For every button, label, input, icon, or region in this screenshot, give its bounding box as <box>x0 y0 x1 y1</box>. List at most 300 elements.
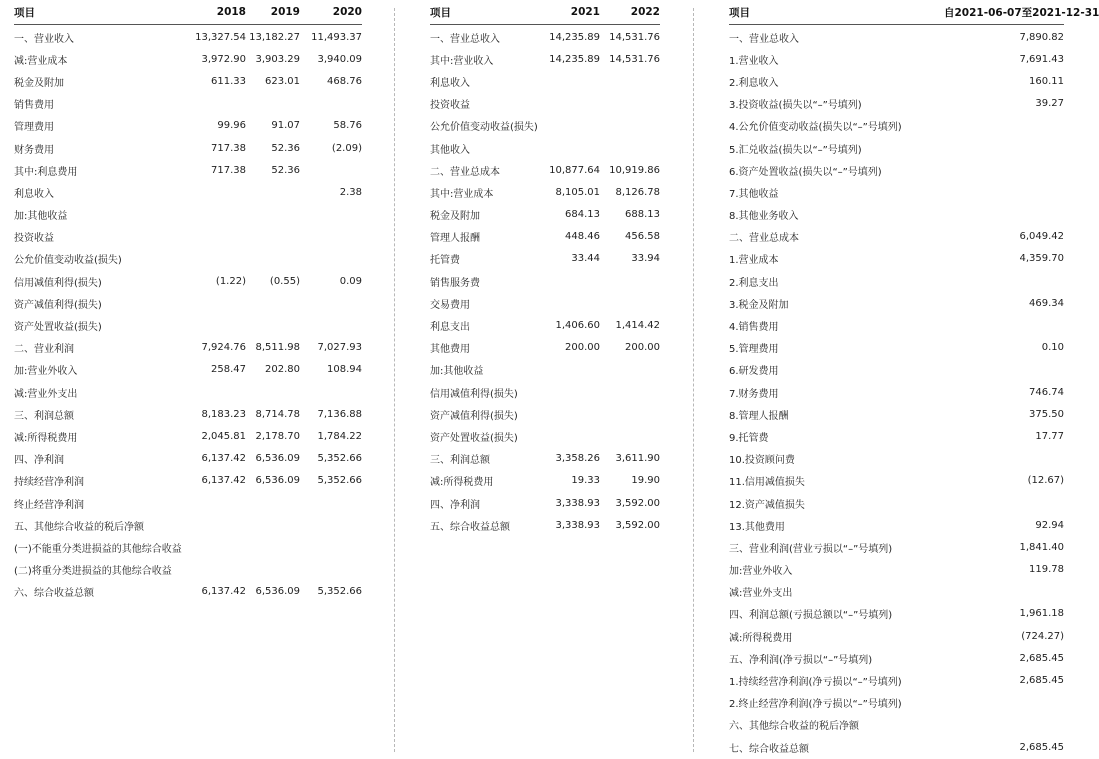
row-value: 8,105.01 <box>555 186 600 198</box>
row-label: 六、其他综合收益的税后净额 <box>729 721 859 733</box>
table-row <box>729 559 1064 581</box>
row-value: (0.55) <box>269 275 300 287</box>
table-row <box>14 270 362 292</box>
row-value <box>944 137 1064 159</box>
row-label: 投资收益 <box>14 233 54 245</box>
table-row <box>729 736 1064 758</box>
row-value: 160.11 <box>1029 75 1064 87</box>
row-value <box>540 115 600 137</box>
row-value: (12.67) <box>1027 475 1064 487</box>
row-value: 3,903.29 <box>255 53 300 65</box>
row-value: 1,784.22 <box>317 430 362 442</box>
column-header-period: 2019 <box>246 0 300 25</box>
row-label: 其中:营业成本 <box>430 188 494 200</box>
row-label: 公允价值变动收益(损失) <box>14 255 122 267</box>
row-value <box>300 248 362 270</box>
row-value: 1,961.18 <box>1019 608 1064 620</box>
row-label: 8.其他业务收入 <box>729 211 799 223</box>
row-value <box>300 159 362 181</box>
table-row <box>14 93 362 115</box>
row-value <box>600 137 660 159</box>
financial-table <box>430 0 660 536</box>
table-row <box>729 270 1064 292</box>
row-label: 1.营业收入 <box>729 55 779 67</box>
column-header-period: 2021 <box>540 0 600 25</box>
row-label: 2.利息支出 <box>729 277 779 289</box>
table-row <box>430 226 660 248</box>
table-header-row <box>14 0 362 25</box>
row-label: 减:营业成本 <box>14 55 68 67</box>
row-value: 7,136.88 <box>317 408 362 420</box>
row-label: 1.营业成本 <box>729 255 779 267</box>
row-value: 6,049.42 <box>1019 231 1064 243</box>
row-value: 4,359.70 <box>1019 253 1064 265</box>
table-header-row <box>430 0 660 25</box>
row-label: 利息收入 <box>430 77 470 89</box>
row-label: 资产减值利得(损失) <box>14 299 102 311</box>
row-label: 三、利润总额 <box>14 410 74 422</box>
row-value: 91.07 <box>271 120 300 132</box>
row-value <box>246 248 300 270</box>
row-value: 717.38 <box>211 164 246 176</box>
row-label: 减:营业外支出 <box>14 388 78 400</box>
row-value: 8,714.78 <box>255 408 300 420</box>
column-header-period: 2018 <box>174 0 246 25</box>
table-row <box>430 181 660 203</box>
row-label: 12.资产减值损失 <box>729 499 805 511</box>
row-value <box>174 381 246 403</box>
row-label: 销售服务费 <box>430 277 480 289</box>
row-label: 税金及附加 <box>430 211 480 223</box>
row-label: 二、营业总成本 <box>430 166 500 178</box>
row-label: 其中:利息费用 <box>14 166 78 178</box>
table-row <box>729 470 1064 492</box>
income-statement-2021-period <box>729 0 1099 758</box>
row-value: 19.90 <box>631 475 660 487</box>
row-label: 税金及附加 <box>14 77 64 89</box>
row-value: 1,841.40 <box>1019 541 1064 553</box>
row-value <box>600 270 660 292</box>
table-row <box>729 337 1064 359</box>
row-value: 17.77 <box>1035 430 1064 442</box>
table-row <box>14 115 362 137</box>
table-row <box>729 115 1064 137</box>
table-row <box>14 470 362 492</box>
row-value <box>540 137 600 159</box>
income-statement-2021-2022 <box>430 0 660 536</box>
row-value <box>174 559 246 581</box>
row-value: 6,536.09 <box>255 453 300 465</box>
row-label: 3.投资收益(损失以“–”号填列) <box>729 100 862 112</box>
table-row <box>729 403 1064 425</box>
row-label: 信用减值利得(损失) <box>14 277 102 289</box>
row-value: 375.50 <box>1029 408 1064 420</box>
row-label: 资产减值利得(损失) <box>430 410 518 422</box>
row-value <box>944 204 1064 226</box>
table-row <box>729 359 1064 381</box>
row-label: 资产处置收益(损失) <box>14 322 102 334</box>
row-value: 200.00 <box>565 342 600 354</box>
row-label: 五、其他综合收益的税后净额 <box>14 521 144 533</box>
table-row <box>430 292 660 314</box>
table-row <box>14 181 362 203</box>
row-value: 14,235.89 <box>549 31 600 43</box>
row-value <box>246 226 300 248</box>
row-value: 3,358.26 <box>555 453 600 465</box>
row-value: 19.33 <box>571 475 600 487</box>
row-value: 3,611.90 <box>615 453 660 465</box>
row-value: (1.22) <box>215 275 246 287</box>
row-value <box>600 359 660 381</box>
row-value <box>246 93 300 115</box>
row-label: (二)将重分类进损益的其他综合收益 <box>14 566 172 578</box>
row-value: 8,183.23 <box>201 408 246 420</box>
row-value <box>944 492 1064 514</box>
column-divider <box>693 8 694 752</box>
row-value: 1,406.60 <box>555 320 600 332</box>
row-value: 200.00 <box>625 342 660 354</box>
row-value <box>600 115 660 137</box>
row-label: 加:营业外收入 <box>14 366 78 378</box>
table-row <box>430 470 660 492</box>
row-label: 加:营业外收入 <box>729 566 793 578</box>
table-row <box>14 226 362 248</box>
row-value <box>540 381 600 403</box>
row-value: 10,919.86 <box>609 164 660 176</box>
table-row <box>14 536 362 558</box>
row-label: 加:其他收益 <box>14 211 68 223</box>
table-row <box>14 292 362 314</box>
row-value <box>540 292 600 314</box>
row-label: 6.研发费用 <box>729 366 779 378</box>
row-value <box>540 70 600 92</box>
row-value <box>174 181 246 203</box>
row-value: 108.94 <box>327 364 362 376</box>
table-row <box>14 314 362 336</box>
table-row <box>729 292 1064 314</box>
table-row <box>729 48 1064 70</box>
row-label: 六、综合收益总额 <box>14 588 94 600</box>
table-row <box>14 514 362 536</box>
table-row <box>729 692 1064 714</box>
row-value: 2,178.70 <box>255 430 300 442</box>
table-row <box>430 115 660 137</box>
column-header-period: 2020 <box>300 0 362 25</box>
row-value: 1,414.42 <box>615 320 660 332</box>
column-header-period: 2022 <box>600 0 660 25</box>
row-label: 公允价值变动收益(损失) <box>430 122 538 134</box>
row-value <box>246 514 300 536</box>
table-row <box>14 248 362 270</box>
table-row <box>729 625 1064 647</box>
row-value: 3,592.00 <box>615 497 660 509</box>
table-row <box>729 137 1064 159</box>
row-value <box>246 381 300 403</box>
table-row <box>14 425 362 447</box>
row-value: 14,531.76 <box>609 31 660 43</box>
row-value: 611.33 <box>211 75 246 87</box>
row-value <box>944 359 1064 381</box>
row-value: 14,531.76 <box>609 53 660 65</box>
row-value <box>600 425 660 447</box>
row-value <box>944 159 1064 181</box>
row-value <box>300 381 362 403</box>
row-label: 5.管理费用 <box>729 344 779 356</box>
table-row <box>430 492 660 514</box>
row-label: 2.终止经营净利润(净亏损以“–”号填列) <box>729 699 902 711</box>
row-value: 3,940.09 <box>317 53 362 65</box>
table-row <box>729 647 1064 669</box>
row-value <box>174 204 246 226</box>
row-value: 448.46 <box>565 231 600 243</box>
row-value: 3,972.90 <box>201 53 246 65</box>
row-value: 2,685.45 <box>1019 741 1064 753</box>
row-label: 一、营业总收入 <box>729 33 799 45</box>
row-value: 0.09 <box>339 275 362 287</box>
row-label: 其他费用 <box>430 344 470 356</box>
row-value: 2,685.45 <box>1019 652 1064 664</box>
row-value <box>944 581 1064 603</box>
row-value <box>300 226 362 248</box>
row-value: 52.36 <box>271 164 300 176</box>
table-row <box>729 248 1064 270</box>
row-value <box>246 314 300 336</box>
table-row <box>430 337 660 359</box>
row-label: 四、净利润 <box>430 499 480 511</box>
table-row <box>729 93 1064 115</box>
row-value: 8,126.78 <box>615 186 660 198</box>
column-header-period: 自2021-06-07至2021-12-31 <box>944 0 1064 25</box>
table-row <box>729 204 1064 226</box>
row-label: (一)不能重分类进损益的其他综合收益 <box>14 543 182 555</box>
row-value <box>600 93 660 115</box>
row-value <box>600 292 660 314</box>
row-value: 5,352.66 <box>317 475 362 487</box>
row-label: 三、营业利润(营业亏损以“–”号填列) <box>729 543 893 555</box>
row-label: 财务费用 <box>14 144 54 156</box>
table-row <box>14 581 362 603</box>
column-divider <box>394 8 395 752</box>
row-label: 二、营业利润 <box>14 344 74 356</box>
row-label: 七、综合收益总额 <box>729 743 809 755</box>
row-label: 4.销售费用 <box>729 322 779 334</box>
table-row <box>729 381 1064 403</box>
row-value <box>246 559 300 581</box>
table-row <box>430 514 660 536</box>
row-label: 2.利息收入 <box>729 77 779 89</box>
row-value <box>944 692 1064 714</box>
table-row <box>430 314 660 336</box>
row-value: 13,182.27 <box>249 31 300 43</box>
row-value: 469.34 <box>1029 297 1064 309</box>
row-value <box>300 292 362 314</box>
row-value: 10,877.64 <box>549 164 600 176</box>
row-value: 202.80 <box>265 364 300 376</box>
row-value: 3,338.93 <box>555 519 600 531</box>
row-value <box>300 492 362 514</box>
row-label: 一、营业总收入 <box>430 33 500 45</box>
row-value: 258.47 <box>211 364 246 376</box>
row-value: 8,511.98 <box>255 342 300 354</box>
row-label: 一、营业收入 <box>14 33 74 45</box>
row-value <box>174 314 246 336</box>
row-value <box>600 70 660 92</box>
row-value <box>944 714 1064 736</box>
row-label: 二、营业总成本 <box>729 233 799 245</box>
row-label: 五、净利润(净亏损以“–”号填列) <box>729 654 873 666</box>
row-value <box>174 226 246 248</box>
table-row <box>430 248 660 270</box>
row-value: 6,536.09 <box>255 475 300 487</box>
table-row <box>430 425 660 447</box>
table-row <box>729 669 1064 691</box>
row-value <box>246 204 300 226</box>
table-row <box>729 70 1064 92</box>
table-row <box>729 536 1064 558</box>
table-row <box>729 159 1064 181</box>
row-value: 746.74 <box>1029 386 1064 398</box>
row-label: 管理费用 <box>14 122 54 134</box>
row-label: 四、净利润 <box>14 455 64 467</box>
row-value: 456.58 <box>625 231 660 243</box>
row-value <box>246 292 300 314</box>
row-label: 3.税金及附加 <box>729 299 789 311</box>
table-row <box>14 403 362 425</box>
row-label: 8.管理人报酬 <box>729 410 789 422</box>
row-label: 9.托管费 <box>729 432 769 444</box>
row-value: 0.10 <box>1041 342 1064 354</box>
row-label: 资产处置收益(损失) <box>430 432 518 444</box>
table-row <box>14 137 362 159</box>
row-value: (724.27) <box>1021 630 1064 642</box>
row-value: 2,045.81 <box>201 430 246 442</box>
row-value: 684.13 <box>565 209 600 221</box>
row-value <box>300 514 362 536</box>
row-label: 其中:营业收入 <box>430 55 494 67</box>
table-row <box>430 448 660 470</box>
table-row <box>729 314 1064 336</box>
table-row <box>430 359 660 381</box>
row-value <box>300 93 362 115</box>
row-label: 1.持续经营净利润(净亏损以“–”号填列) <box>729 677 902 689</box>
row-value: 7,027.93 <box>317 342 362 354</box>
row-value: 3,338.93 <box>555 497 600 509</box>
row-value: 2,685.45 <box>1019 675 1064 687</box>
table-row <box>729 226 1064 248</box>
table-row <box>14 70 362 92</box>
row-label: 7.其他收益 <box>729 188 779 200</box>
row-value: 5,352.66 <box>317 586 362 598</box>
table-row <box>14 48 362 70</box>
row-value: 33.44 <box>571 253 600 265</box>
row-value: 7,924.76 <box>201 342 246 354</box>
row-label: 4.公允价值变动收益(损失以“–”号填列) <box>729 122 902 134</box>
row-value: 6,536.09 <box>255 586 300 598</box>
table-row <box>430 93 660 115</box>
table-row <box>430 381 660 403</box>
row-value <box>540 93 600 115</box>
row-value <box>300 559 362 581</box>
row-value: 92.94 <box>1035 519 1064 531</box>
row-label: 投资收益 <box>430 100 470 112</box>
row-value <box>944 181 1064 203</box>
row-value: 99.96 <box>217 120 246 132</box>
column-header-item: 项目 <box>729 0 944 25</box>
row-value: 13,327.54 <box>195 31 246 43</box>
row-value <box>600 381 660 403</box>
financial-table <box>14 0 362 603</box>
row-value <box>174 248 246 270</box>
table-row <box>14 381 362 403</box>
row-label: 利息收入 <box>14 188 54 200</box>
row-value: 58.76 <box>333 120 362 132</box>
table-row <box>430 204 660 226</box>
row-value <box>174 93 246 115</box>
row-value <box>174 514 246 536</box>
row-label: 11.信用减值损失 <box>729 477 805 489</box>
row-value <box>300 314 362 336</box>
row-value: 6,137.42 <box>201 475 246 487</box>
row-label: 终止经营净利润 <box>14 499 84 511</box>
table-row <box>14 337 362 359</box>
row-label: 减:营业外支出 <box>729 588 793 600</box>
row-label: 7.财务费用 <box>729 388 779 400</box>
table-row <box>14 25 362 49</box>
row-value <box>174 536 246 558</box>
row-value <box>540 270 600 292</box>
row-value: 468.76 <box>327 75 362 87</box>
row-label: 管理人报酬 <box>430 233 480 245</box>
row-label: 利息支出 <box>430 322 470 334</box>
table-row <box>430 403 660 425</box>
table-row <box>430 137 660 159</box>
table-row <box>430 25 660 49</box>
row-label: 减:所得税费用 <box>430 477 494 489</box>
row-label: 加:其他收益 <box>430 366 484 378</box>
row-value: 14,235.89 <box>549 53 600 65</box>
row-value: (2.09) <box>331 142 362 154</box>
row-label: 五、综合收益总额 <box>430 521 510 533</box>
row-value: 6,137.42 <box>201 453 246 465</box>
row-value <box>246 181 300 203</box>
row-value <box>540 403 600 425</box>
table-row <box>14 559 362 581</box>
table-row <box>14 492 362 514</box>
row-value <box>300 536 362 558</box>
table-row <box>729 603 1064 625</box>
table-row <box>430 270 660 292</box>
row-value: 623.01 <box>265 75 300 87</box>
row-label: 13.其他费用 <box>729 521 785 533</box>
row-label: 减:所得税费用 <box>14 432 78 444</box>
row-value: 7,890.82 <box>1019 31 1064 43</box>
row-label: 交易费用 <box>430 299 470 311</box>
row-label: 5.汇兑收益(损失以“–”号填列) <box>729 144 862 156</box>
table-row <box>729 448 1064 470</box>
financial-table <box>729 0 1099 758</box>
row-label: 信用减值利得(损失) <box>430 388 518 400</box>
table-row <box>729 492 1064 514</box>
row-value: 7,691.43 <box>1019 53 1064 65</box>
row-label: 其他收入 <box>430 144 470 156</box>
row-label: 销售费用 <box>14 100 54 112</box>
table-row <box>430 159 660 181</box>
row-value: 688.13 <box>625 209 660 221</box>
table-row <box>430 70 660 92</box>
row-label: 持续经营净利润 <box>14 477 84 489</box>
row-value: 33.94 <box>631 253 660 265</box>
row-value <box>300 204 362 226</box>
